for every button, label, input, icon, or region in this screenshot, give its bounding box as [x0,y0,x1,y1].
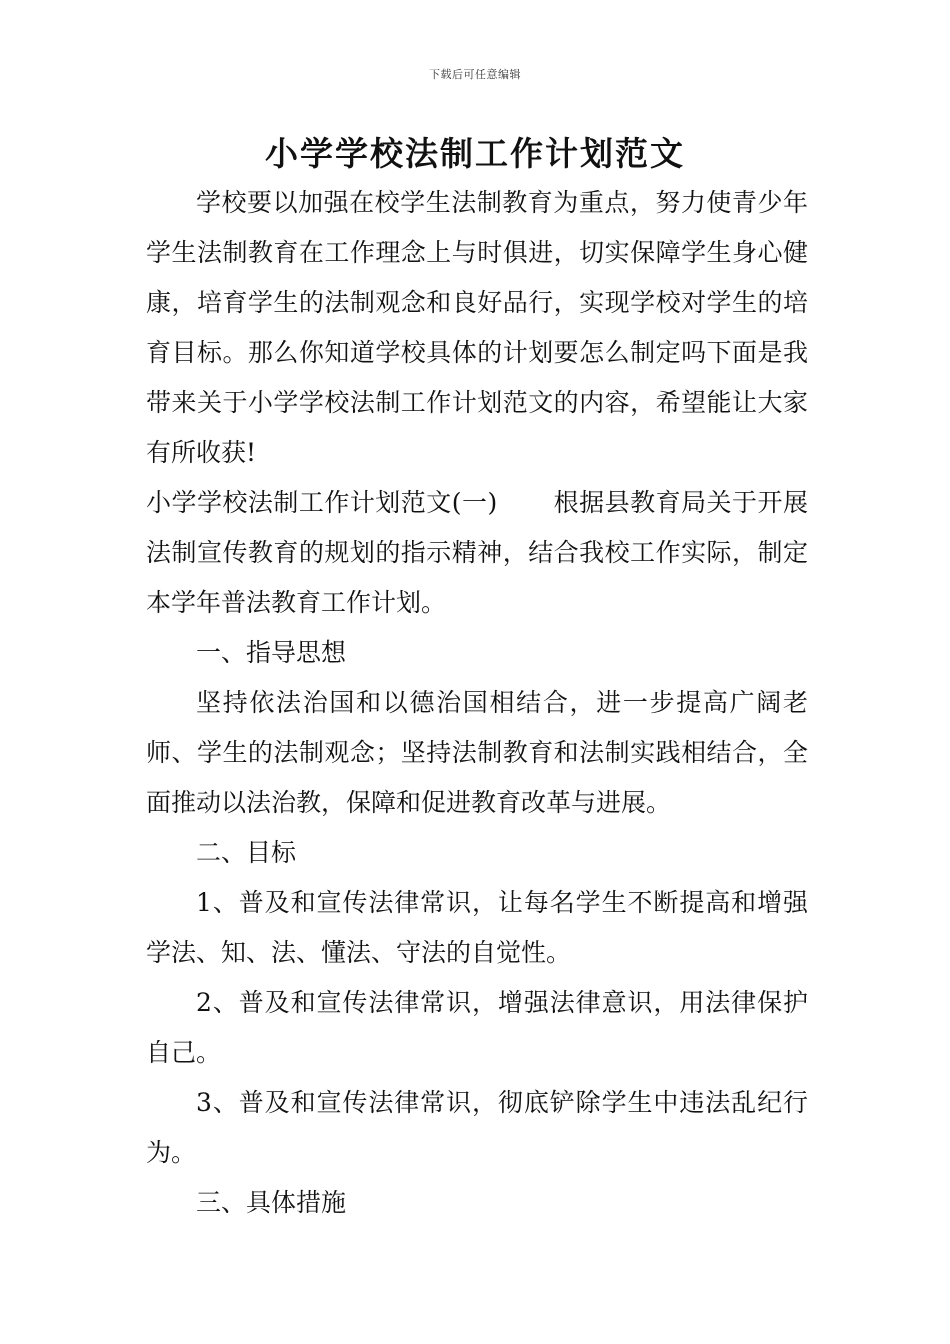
section1-heading: 小学学校法制工作计划范文(一) [146,488,498,517]
page-title: 小学学校法制工作计划范文 [265,134,685,173]
section1-text: 根据县教育局关于开展法制宣传教育的规划的指示精神，结合我校工作实际，制定本学年普法教育工作计划。 [146,488,808,617]
heading-guiding-principle: 一、指导思想 [196,638,347,667]
goal-item-2: 2、普及和宣传法律常识，增强法律意识，用法律保护自己。 [146,988,808,1067]
document-body [146,178,808,1228]
section1-paragraph [146,478,808,628]
goal-item-1: 1、普及和宣传法律常识，让每名学生不断提高和增强学法、知、法、懂法、守法的自觉性。 [146,888,808,967]
heading-goals: 二、目标 [196,838,297,867]
heading-measures: 三、具体措施 [196,1188,347,1217]
header-note: 下载后可任意编辑 [429,68,521,81]
intro-paragraph: 学校要以加强在校学生法制教育为重点，努力使青少年学生法制教育在工作理念上与时俱进，切实保障学生身心健康，培育学生的法制观念和良好品行，实现学校对学生的培育目标。那么你知道学校具体的计划要怎么制定吗下面是我带来关于小学学校法制工作计划范文的内容，希望能让大家有所收获! [146,188,808,467]
guiding-paragraph: 坚持依法治国和以德治国相结合，进一步提高广阔老师、学生的法制观念；坚持法制教育和法制实践相结合，全面推动以法治教，保障和促进教育改革与进展。 [146,688,808,817]
goal-item-3: 3、普及和宣传法律常识，彻底铲除学生中违法乱纪行为。 [146,1088,808,1167]
